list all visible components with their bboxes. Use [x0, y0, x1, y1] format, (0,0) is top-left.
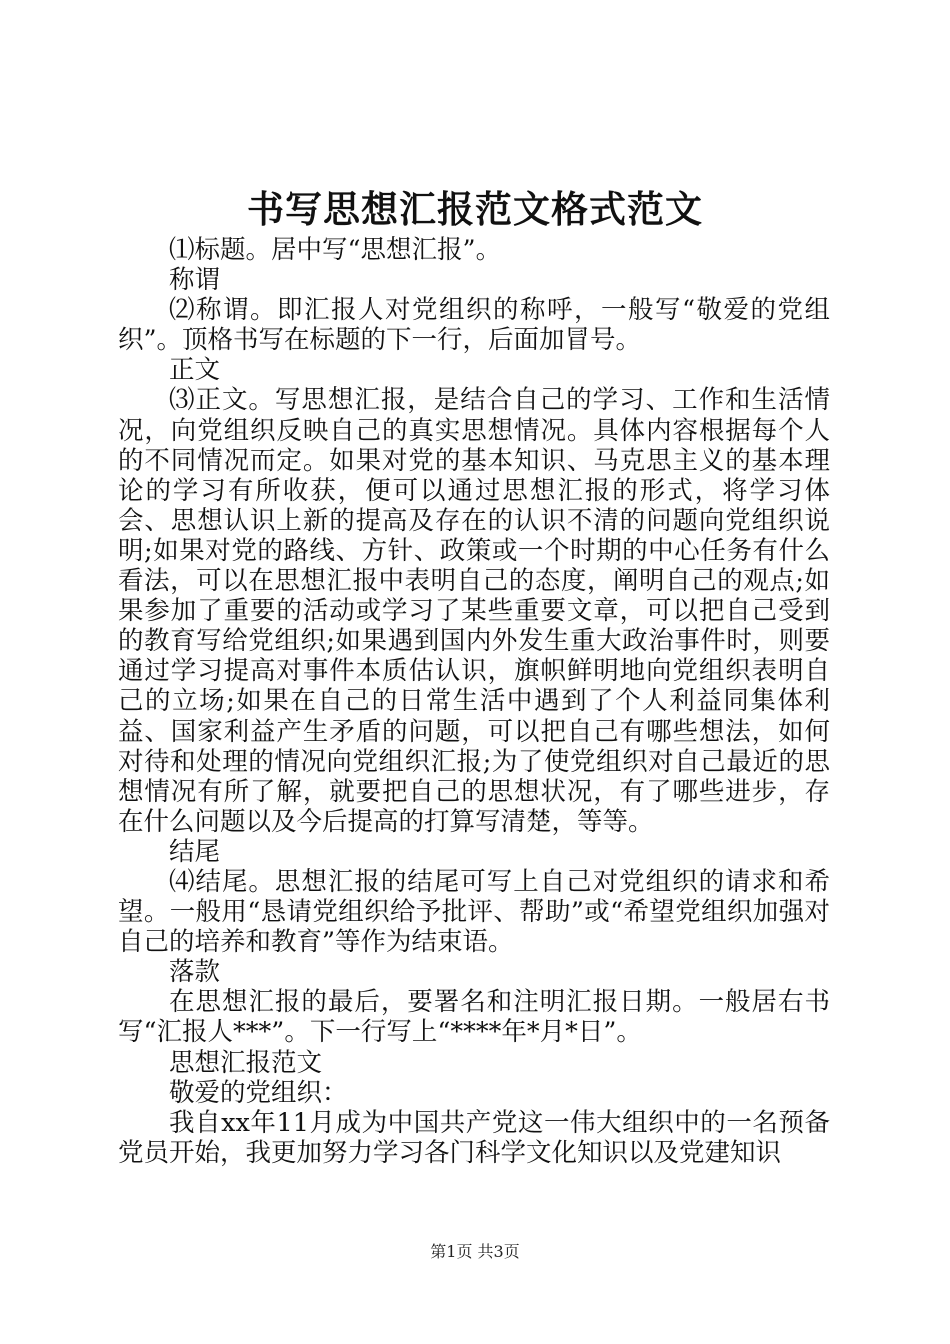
sample-paragraph: 我自xx年11月成为中国共产党这一伟大组织中的一名预备党员开始，我更加努力学习各门科学文化知识以及党建知识 — [118, 1107, 830, 1168]
section-heading-sample: 思想汇报范文 — [169, 1047, 323, 1078]
paragraph-title-rule: ⑴标题。居中写“思想汇报”。 — [169, 235, 502, 265]
section-heading-ending: 结尾 — [169, 836, 221, 867]
paragraph-salutation-rule: ⑵称谓。即汇报人对党组织的称呼，一般写“敬爱的党组织”。顶格书写在标题的下一行，后面加冒号。 — [118, 295, 830, 356]
section-heading-body: 正文 — [169, 355, 221, 386]
paragraph-signature-rule: 在思想汇报的最后，要署名和注明汇报日期。一般居右书写“汇报人***”。下一行写上“****年*月*日”。 — [118, 987, 830, 1048]
page-footer: 第1页 共3页 — [430, 1242, 520, 1261]
document-title: 书写思想汇报范文格式范文 — [247, 187, 703, 231]
section-heading-signature: 落款 — [169, 957, 221, 988]
sample-salutation: 敬爱的党组织： — [169, 1077, 348, 1108]
paragraph-body-rule: ⑶正文。写思想汇报，是结合自己的学习、工作和生活情况，向党组织反映自己的真实思想情况。具体内容根据每个人的不同情况而定。如果对党的基本知识、马克思主义的基本理论的学习有所收获，便可以通过思想汇报的形式，将学习体会、思想认识上新的提高及存在的认识不清的问题向党组织说明;如果对党的路线、方针、政策或一个时期的中心任务有什么看法，可以在思想汇报中表明自己的态度，阐明自己的观点;如果参加了重要的活动或学习了某些重要文章，可以把自己受到的教育写给党组织;如果遇到国内外发生重大政治事件时，则要通过学习提高对事件本质估认识，旗帜鲜明地向党组织表明自己的立场;如果在自己的日常生活中遇到了个人利益同集体利益、国家利益产生矛盾的问题，可以把自己有哪些想法，如何对待和处理的情况向党组织汇报;为了使党组织对自己最近的思想情况有所了解，就要把自己的思想状况，有了哪些进步，存在什么问题以及今后提高的打算写清楚，等等。 — [118, 385, 830, 837]
document-body — [118, 235, 830, 1168]
paragraph-ending-rule: ⑷结尾。思想汇报的结尾可写上自己对党组织的请求和希望。一般用“恳请党组织给予批评、帮助”或“希望党组织加强对自己的培养和教育”等作为结束语。 — [118, 866, 830, 958]
section-heading-salutation: 称谓 — [169, 265, 221, 296]
